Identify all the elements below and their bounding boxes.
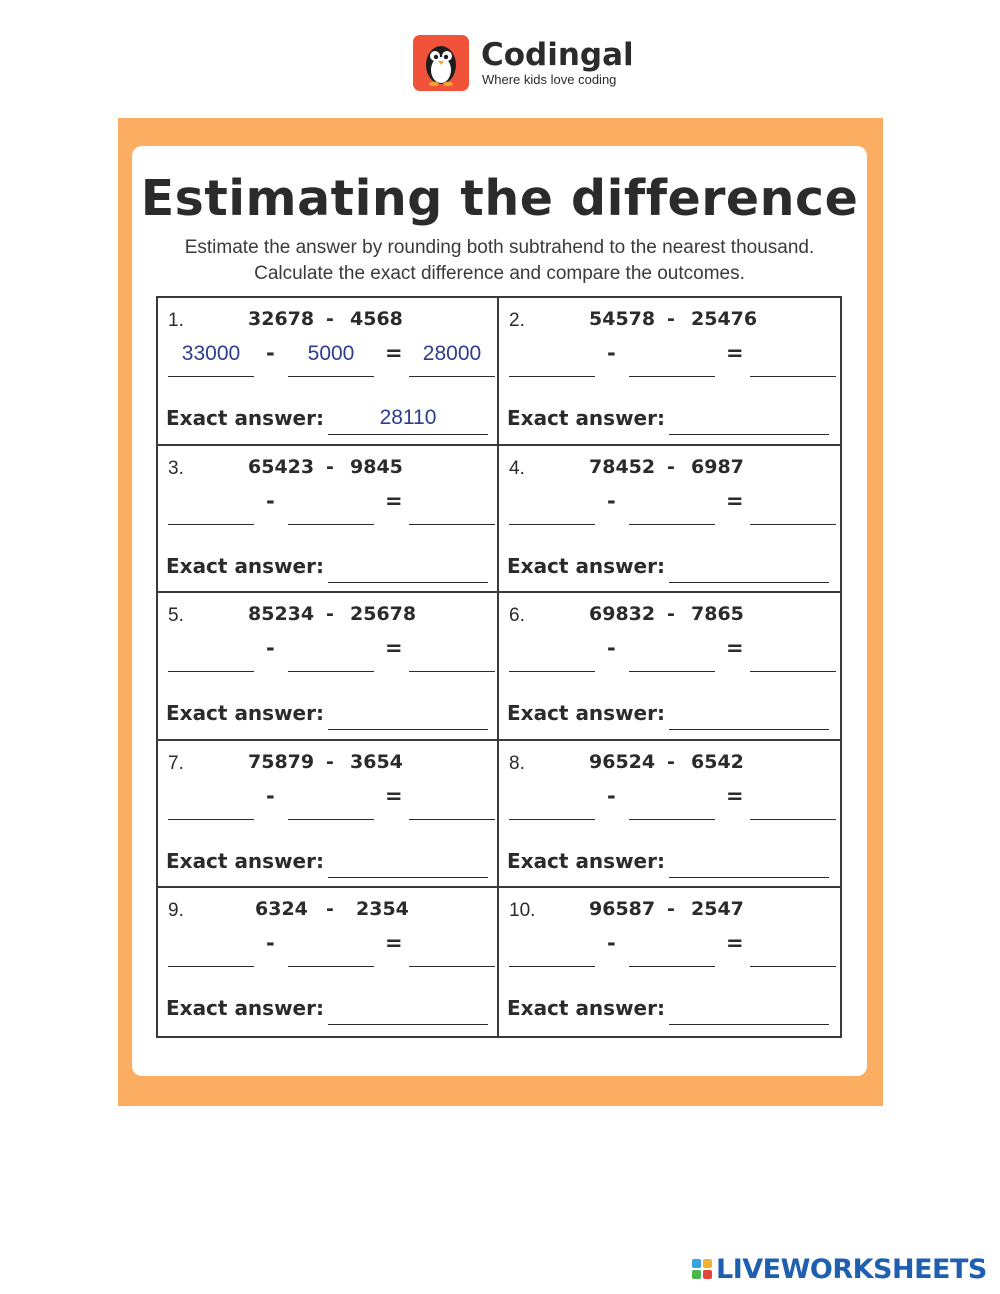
operator: - <box>667 898 675 921</box>
rounded-subtrahend-blank[interactable] <box>288 966 374 967</box>
rounded-minuend-answer[interactable]: 33000 <box>181 342 241 365</box>
worksheet-instructions <box>132 235 867 287</box>
exact-answer-blank[interactable] <box>669 1024 829 1025</box>
rounded-minuend-blank[interactable] <box>509 819 595 820</box>
rounded-minuend-blank[interactable] <box>509 524 595 525</box>
problem-number: 4. <box>509 457 525 479</box>
subtrahend: 2547 <box>691 898 744 921</box>
worksheet-title: Estimating the difference <box>140 170 859 227</box>
equals-sign: = <box>726 783 744 808</box>
minuend: 6324 <box>255 898 308 921</box>
rounded-subtrahend-blank[interactable] <box>629 376 715 377</box>
problem-cell <box>158 741 499 889</box>
equals-sign: = <box>385 783 403 808</box>
operator: - <box>667 750 675 773</box>
minus-sign: - <box>266 783 275 808</box>
exact-answer-blank[interactable] <box>669 582 829 583</box>
problem-number: 1. <box>168 310 184 331</box>
problem-number: 7. <box>168 752 184 774</box>
minus-sign: - <box>266 341 275 365</box>
liveworksheets-brand[interactable] <box>692 1252 987 1286</box>
worksheet-frame <box>118 118 883 1106</box>
subtrahend: 25678 <box>350 603 417 626</box>
exact-answer-blank[interactable] <box>328 582 488 583</box>
minus-sign: - <box>607 341 616 365</box>
problem-cell <box>499 741 840 889</box>
rounded-subtrahend-blank[interactable] <box>288 376 374 377</box>
rounded-subtrahend-blank[interactable] <box>288 819 374 820</box>
exact-answer-blank[interactable] <box>328 877 488 878</box>
exact-answer-label: Exact answer: <box>507 996 665 1021</box>
operator: - <box>326 603 334 626</box>
rounded-minuend-blank[interactable] <box>168 819 254 820</box>
exact-answer-label: Exact answer: <box>166 553 324 578</box>
estimate-blank[interactable] <box>409 819 495 820</box>
subtrahend: 25476 <box>691 308 758 330</box>
rounded-minuend-blank[interactable] <box>509 966 595 967</box>
equals-sign: = <box>385 636 403 661</box>
rounded-subtrahend-blank[interactable] <box>288 671 374 672</box>
rounded-subtrahend-blank[interactable] <box>629 966 715 967</box>
problem-cell <box>499 593 840 741</box>
problem-number: 5. <box>168 605 184 627</box>
minus-sign: - <box>607 931 616 956</box>
operator: - <box>667 308 675 330</box>
liveworksheets-logo-icon <box>692 1259 712 1279</box>
minuend: 96587 <box>589 898 656 921</box>
minuend: 69832 <box>589 603 656 626</box>
exact-answer-label: Exact answer: <box>507 553 665 578</box>
codingal-brand <box>413 34 634 92</box>
liveworksheets-wordmark: LIVEWORKSHEETS <box>716 1253 987 1285</box>
instructions-line-2: Calculate the exact difference and compare the outcomes. <box>254 263 745 284</box>
problem-grid <box>156 296 842 1038</box>
operator: - <box>326 898 334 921</box>
exact-answer-label: Exact answer: <box>507 701 665 726</box>
subtrahend: 4568 <box>350 308 403 330</box>
rounded-subtrahend-blank[interactable] <box>629 671 715 672</box>
penguin-icon <box>413 35 469 91</box>
estimate-blank[interactable] <box>750 966 836 967</box>
equals-sign: = <box>726 488 744 513</box>
exact-answer-label: Exact answer: <box>166 406 324 430</box>
subtrahend: 3654 <box>350 750 403 773</box>
subtrahend: 2354 <box>356 898 409 921</box>
exact-answer-blank[interactable] <box>669 729 829 730</box>
rounded-minuend-blank[interactable] <box>168 376 254 377</box>
rounded-minuend-blank[interactable] <box>168 524 254 525</box>
exact-answer-blank[interactable] <box>328 1024 488 1025</box>
problem-number: 10. <box>509 900 536 922</box>
exact-answer-blank[interactable] <box>328 729 488 730</box>
minuend: 85234 <box>248 603 315 626</box>
subtrahend: 7865 <box>691 603 744 626</box>
equals-sign: = <box>385 488 403 513</box>
subtrahend: 6542 <box>691 750 744 773</box>
minuend: 96524 <box>589 750 656 773</box>
problem-cell <box>158 446 499 594</box>
operator: - <box>326 308 334 330</box>
subtrahend: 9845 <box>350 455 403 478</box>
exact-answer-label: Exact answer: <box>166 701 324 726</box>
exact-answer-blank[interactable] <box>669 877 829 878</box>
problem-number: 2. <box>509 310 525 331</box>
estimate-blank[interactable] <box>409 376 495 377</box>
estimate-answer[interactable]: 28000 <box>422 342 482 365</box>
operator: - <box>667 603 675 626</box>
brand-name: Codingal <box>481 37 634 73</box>
problem-number: 9. <box>168 900 184 922</box>
minuend: 78452 <box>589 455 656 478</box>
estimate-blank[interactable] <box>409 671 495 672</box>
rounded-subtrahend-blank[interactable] <box>629 524 715 525</box>
problem-cell <box>158 888 499 1036</box>
rounded-subtrahend-blank[interactable] <box>288 524 374 525</box>
minus-sign: - <box>607 488 616 513</box>
equals-sign: = <box>385 931 403 956</box>
minuend: 32678 <box>248 308 315 330</box>
exact-answer-label: Exact answer: <box>166 848 324 873</box>
subtrahend: 6987 <box>691 455 744 478</box>
operator: - <box>667 455 675 478</box>
exact-answer-label: Exact answer: <box>166 996 324 1021</box>
estimate-blank[interactable] <box>750 819 836 820</box>
rounded-subtrahend-answer[interactable]: 5000 <box>307 342 355 365</box>
estimate-blank[interactable] <box>750 376 836 377</box>
exact-answer-blank[interactable] <box>669 434 829 435</box>
minus-sign: - <box>266 931 275 956</box>
estimate-blank[interactable] <box>409 524 495 525</box>
problem-cell <box>499 888 840 1036</box>
estimate-blank[interactable] <box>409 966 495 967</box>
estimate-blank[interactable] <box>750 671 836 672</box>
equals-sign: = <box>726 931 744 956</box>
problem-cell <box>158 593 499 741</box>
problem-number: 8. <box>509 752 525 774</box>
minuend: 75879 <box>248 750 315 773</box>
minus-sign: - <box>607 783 616 808</box>
equals-sign: = <box>726 341 744 365</box>
exact-answer-blank[interactable] <box>328 434 488 435</box>
rounded-subtrahend-blank[interactable] <box>629 819 715 820</box>
worksheet-card <box>132 146 867 1076</box>
problem-cell <box>158 298 499 446</box>
problem-cell <box>499 298 840 446</box>
rounded-minuend-blank[interactable] <box>509 671 595 672</box>
problem-number: 3. <box>168 457 184 479</box>
minuend: 65423 <box>248 455 315 478</box>
exact-answer-value[interactable]: 28110 <box>379 406 437 429</box>
problem-number: 6. <box>509 605 525 627</box>
rounded-minuend-blank[interactable] <box>168 966 254 967</box>
problem-cell <box>499 446 840 594</box>
minuend: 54578 <box>589 308 656 330</box>
equals-sign: = <box>385 341 403 365</box>
exact-answer-label: Exact answer: <box>507 848 665 873</box>
instructions-line-1: Estimate the answer by rounding both subtrahend to the nearest thousand. <box>184 237 815 258</box>
estimate-blank[interactable] <box>750 524 836 525</box>
brand-tagline: Where kids love coding <box>482 72 617 87</box>
exact-answer-label: Exact answer: <box>507 406 665 430</box>
rounded-minuend-blank[interactable] <box>168 671 254 672</box>
rounded-minuend-blank[interactable] <box>509 376 595 377</box>
minus-sign: - <box>266 488 275 513</box>
equals-sign: = <box>726 636 744 661</box>
operator: - <box>326 750 334 773</box>
minus-sign: - <box>266 636 275 661</box>
minus-sign: - <box>607 636 616 661</box>
operator: - <box>326 455 334 478</box>
